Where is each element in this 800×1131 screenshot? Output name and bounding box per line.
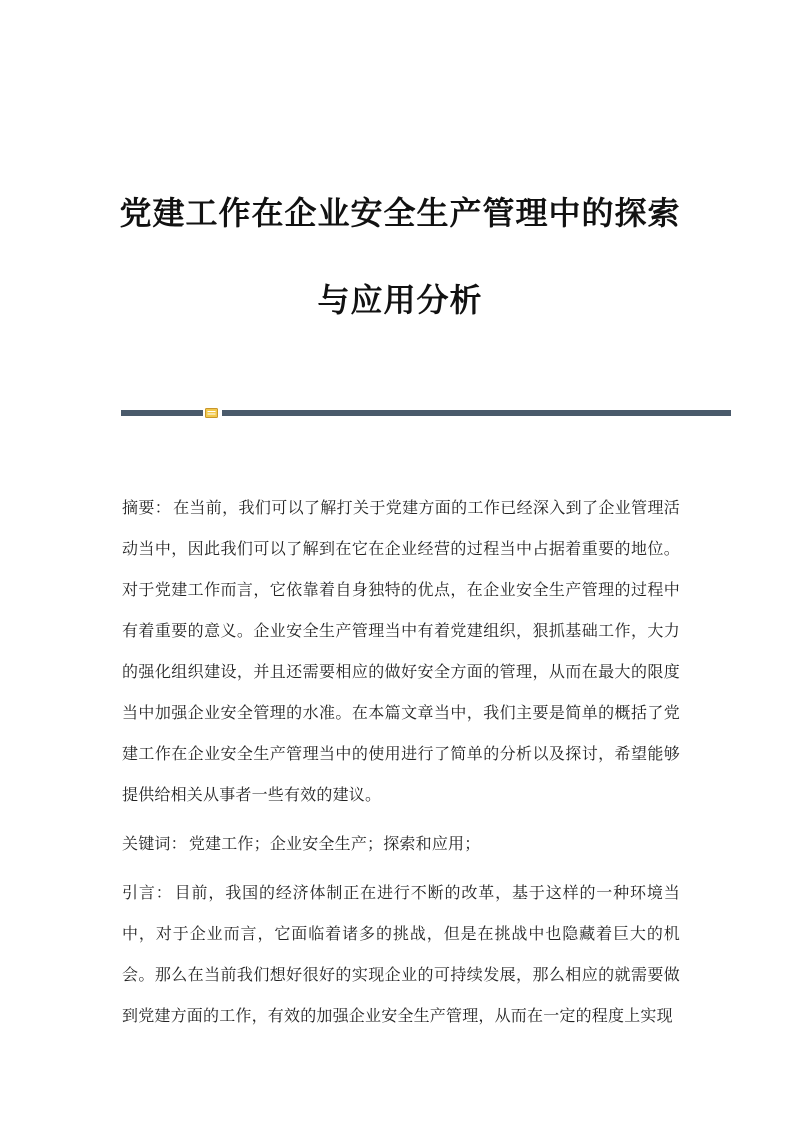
abstract-text: 在当前，我们可以了解打关于党建方面的工作已经深入到了企业管理活动当中，因此我们可以了解到在它在企业经营的过程当中占据着重要的地位。对于党建工作而言，它依靠着自身独特的优点，在企业安全生产管理的过程中有着重要的意义。企业安全生产管理当中有着党建组织，狠抓基础工作，大力的强化组织建设，并且还需要相应的做好安全方面的管理，从而在最大的限度当中加强企业安全管理的水准。在本篇文章当中，我们主要是简单的概括了党建工作在企业安全生产管理当中的使用进行了简单的分析以及探讨，希望能够提供给相关从事者一些有效的建议。 bbox=[122, 498, 680, 804]
abstract-label: 摘要： bbox=[122, 498, 172, 517]
introduction-paragraph bbox=[122, 872, 680, 1036]
document-title-line-1: 党建工作在企业安全生产管理中的探索 bbox=[119, 194, 681, 232]
document-title-line-2: 与应用分析 bbox=[317, 281, 483, 319]
keywords-paragraph bbox=[122, 823, 680, 864]
divider-bar-right bbox=[222, 410, 731, 416]
keywords-text: 党建工作；企业安全生产；探索和应用； bbox=[188, 834, 481, 853]
abstract-paragraph bbox=[122, 487, 680, 815]
introduction-label: 引言： bbox=[122, 883, 173, 902]
document-body bbox=[122, 487, 680, 1036]
title-divider bbox=[121, 408, 731, 417]
divider-bar-left bbox=[121, 410, 203, 416]
introduction-text: 目前，我国的经济体制正在进行不断的改革，基于这样的一种环境当中，对于企业而言，它面临着诸多的挑战，但是在挑战中也隐藏着巨大的机会。那么在当前我们想好很好的实现企业的可持续发展，那么相应的就需要做到党建方面的工作，有效的加强企业安全生产管理，从而在一定的程度上实现 bbox=[122, 883, 680, 1025]
document-icon bbox=[205, 408, 218, 418]
keywords-label: 关键词： bbox=[122, 834, 187, 853]
